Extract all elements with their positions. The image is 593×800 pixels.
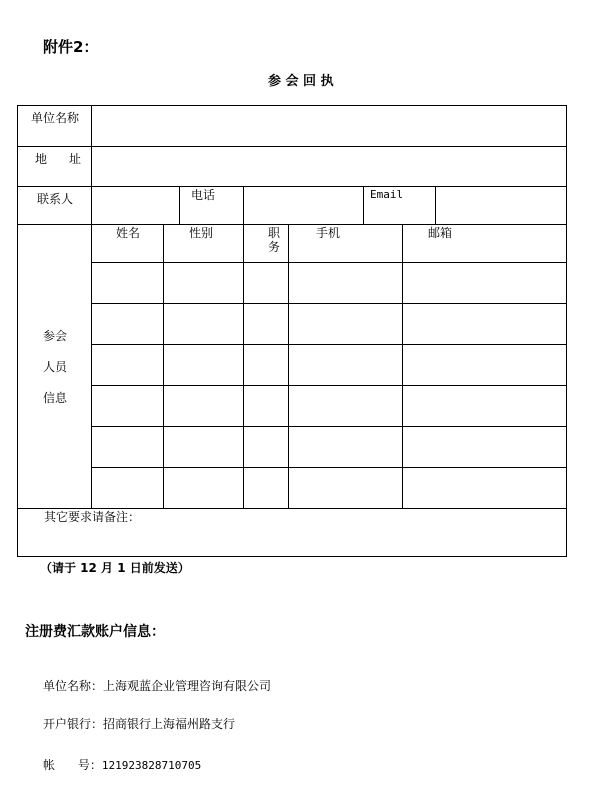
attendee-name-cell[interactable] <box>92 386 164 427</box>
attendee-email-cell[interactable] <box>403 345 567 386</box>
attendee-name-cell[interactable] <box>92 304 164 345</box>
attendee-email-cell[interactable] <box>403 263 567 304</box>
attendee-gender-cell[interactable] <box>164 386 244 427</box>
attendee-position-cell[interactable] <box>244 468 289 509</box>
attendee-label <box>18 225 91 414</box>
attendee-position-cell[interactable] <box>244 304 289 345</box>
address-label-part2: 址 <box>69 152 82 166</box>
attendee-gender-cell[interactable] <box>164 263 244 304</box>
page-title: 参 会 回 执 <box>268 74 334 89</box>
attendee-email-cell[interactable] <box>403 468 567 509</box>
attendee-email-cell[interactable] <box>403 386 567 427</box>
org-name-label-cell <box>18 106 92 147</box>
phone-label-cell <box>180 187 244 225</box>
phone-label: 电话 <box>191 188 216 202</box>
org-name-field[interactable] <box>92 106 567 147</box>
address-field[interactable] <box>92 147 567 187</box>
attendee-email-cell[interactable] <box>403 427 567 468</box>
attendee-gender-cell[interactable] <box>164 468 244 509</box>
registration-form <box>17 105 567 557</box>
attendee-email-cell[interactable] <box>403 304 567 345</box>
contact-field[interactable] <box>92 187 180 225</box>
attendee-mobile-cell[interactable] <box>289 468 403 509</box>
phone-field[interactable] <box>244 187 364 225</box>
attendee-row <box>18 263 567 304</box>
account-bank: 开户银行：招商银行上海福州路支行 <box>43 717 236 731</box>
attendee-name-cell[interactable] <box>92 263 164 304</box>
attendee-row <box>18 468 567 509</box>
remarks-label: 其它要求请备注： <box>44 510 141 524</box>
attendee-gender-cell[interactable] <box>164 304 244 345</box>
col-header-position: 职务 <box>244 225 289 263</box>
attendee-label-cell <box>18 225 92 509</box>
attendee-row <box>18 345 567 386</box>
attendee-row <box>18 304 567 345</box>
attendee-position-cell[interactable] <box>244 263 289 304</box>
send-deadline-note: （请于 12 月 1 日前发送） <box>40 561 190 575</box>
email-label: Email <box>370 188 404 201</box>
account-org-name: 单位名称：上海观蓝企业管理咨询有限公司 <box>43 679 272 693</box>
attendee-mobile-cell[interactable] <box>289 304 403 345</box>
contact-label-cell <box>18 187 92 225</box>
address-label <box>18 147 91 166</box>
attendee-mobile-cell[interactable] <box>289 386 403 427</box>
col-header-gender: 性别 <box>164 225 244 263</box>
attendee-name-cell[interactable] <box>92 345 164 386</box>
attendee-position-cell[interactable] <box>244 345 289 386</box>
attendee-name-cell[interactable] <box>92 427 164 468</box>
attendee-row <box>18 427 567 468</box>
account-number: 121923828710705 <box>101 759 202 772</box>
account-number-line <box>43 756 201 773</box>
account-number-label: 帐 号： <box>43 758 102 772</box>
attendee-mobile-cell[interactable] <box>289 345 403 386</box>
attendee-row <box>18 386 567 427</box>
attendee-mobile-cell[interactable] <box>289 263 403 304</box>
email-label-cell <box>364 187 436 225</box>
attendee-label-line1: 参会 <box>43 329 68 343</box>
col-header-mobile: 手机 <box>289 225 403 263</box>
attendee-name-cell[interactable] <box>92 468 164 509</box>
remarks-field[interactable] <box>18 509 567 557</box>
attendee-label-line3: 信息 <box>43 391 68 405</box>
col-header-name: 姓名 <box>92 225 164 263</box>
attendee-label-line2: 人员 <box>43 360 68 374</box>
email-field[interactable] <box>436 187 567 225</box>
col-header-email: 邮箱 <box>403 225 567 263</box>
contact-label: 联系人 <box>37 192 74 206</box>
org-name-label: 单位名称 <box>31 111 80 125</box>
address-label-part1: 地 <box>35 152 48 166</box>
attendee-gender-cell[interactable] <box>164 427 244 468</box>
attendee-position-cell[interactable] <box>244 427 289 468</box>
address-label-cell <box>18 147 92 187</box>
attendee-position-cell[interactable] <box>244 386 289 427</box>
attendee-mobile-cell[interactable] <box>289 427 403 468</box>
account-info-heading: 注册费汇款账户信息： <box>25 624 165 640</box>
attachment-heading: 附件2： <box>43 38 99 56</box>
attendee-gender-cell[interactable] <box>164 345 244 386</box>
